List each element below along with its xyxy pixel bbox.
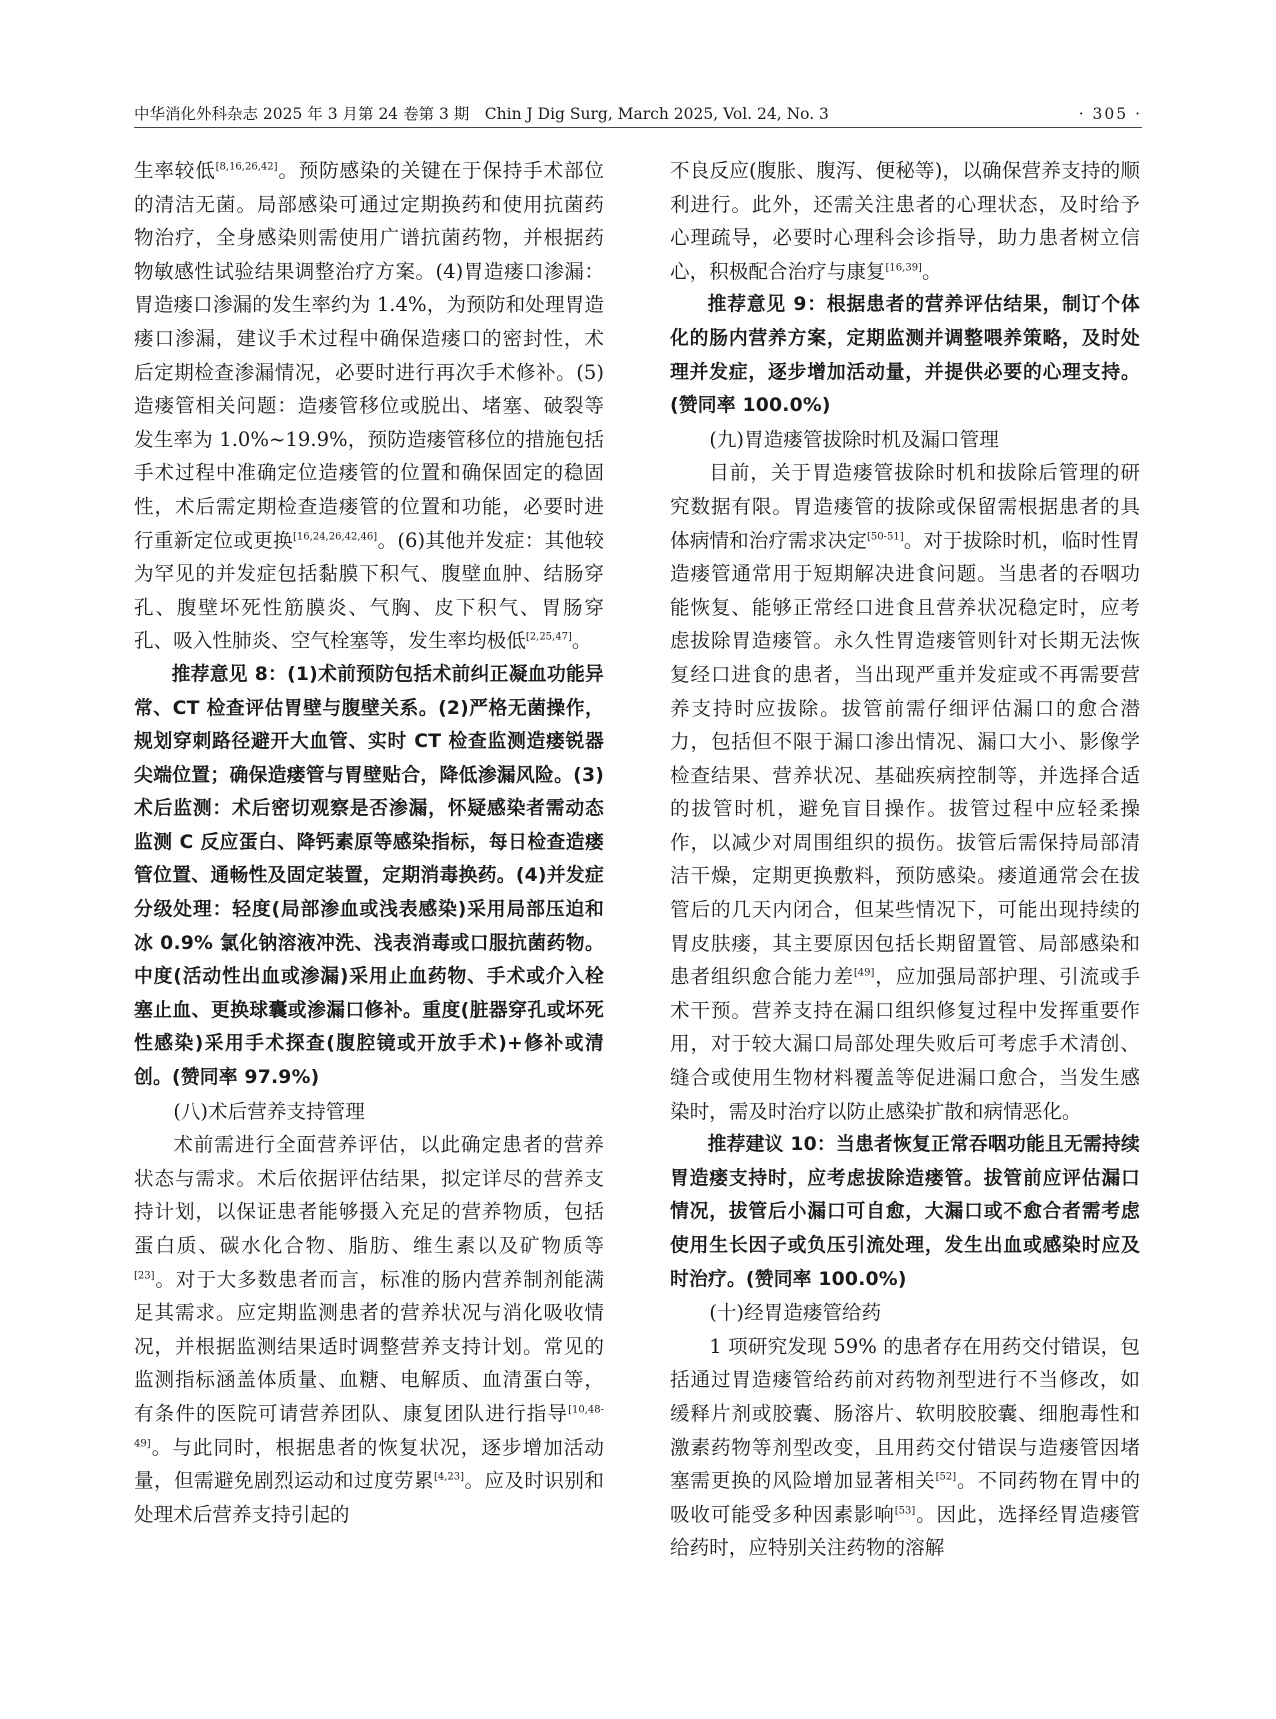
running-header — [134, 103, 1142, 128]
right-column — [670, 154, 1140, 1565]
recommendation-8: 推荐意见 8：(1)术前预防包括术前纠正凝血功能异常、CT 检查评估胃壁与腹壁关系。(2)严格无菌操作，规划穿刺路径避开大血管、实时 CT 检查监测造瘘锐器尖端位置；确保造瘘管与胃壁贴合，降低渗漏风险。(3)术后监测：术后密切观察是否渗漏，怀疑感染者需动态监测 C 反应蛋白、降钙素原等感染指标，每日检查造瘘管位置、通畅性及固定装置，定期消毒换药。(4)并发症分级处理：轻度(局部渗血或浅表感染)采用局部压迫和冰 0.9% 氯化钠溶液冲洗、浅表消毒或口服抗菌药物。中度(活动性出血或渗漏)采用止血药物、手术或介入栓塞止血、更换球囊或渗漏口修补。重度(脏器穿孔或坏死性感染)采用手术探查(腹腔镜或开放手术)+修补或清创。(赞同率 97.9%) — [134, 663, 604, 1089]
paragraph: 1 项研究发现 59% 的患者存在用药交付错误，包括通过胃造瘘管给药前对药物剂型进行不当修改，如缓释片剂或胶囊、肠溶片、软明胶胶囊、细胞毒性和激素药物等剂型改变，且用药交付错误与造瘘管因堵塞需更换的风险增加显著相关[52]。不同药物在胃中的吸收可能受多种因素影响[53]。因此，选择经胃造瘘管给药时，应特别关注药物的溶解 — [670, 1334, 1141, 1560]
paragraph: 术前需进行全面营养评估，以此确定患者的营养状态与需求。术后依据评估结果，拟定详尽的营养支持计划，以保证患者能够摄入充足的营养物质，包括蛋白质、碳水化合物、脂肪、维生素以及矿物质等[23]。对于大多数患者而言，标准的肠内营养制剂能满足其需求。应定期监测患者的营养状况与消化吸收情况，并根据监测结果适时调整营养支持计划。常见的监测指标涵盖体质量、血糖、电解质、血清蛋白等，有条件的医院可请营养团队、康复团队进行指导[10,48-49]。与此同时，根据患者的恢复状况，逐步增加活动量，但需避免剧烈运动和过度劳累[4,23]。应及时识别和处理术后营养支持引起的 — [134, 1133, 605, 1526]
page-number: · 305 · — [1078, 105, 1142, 123]
paragraph: 目前，关于胃造瘘管拔除时机和拔除后管理的研究数据有限。胃造瘘管的拔除或保留需根据患者的具体病情和治疗需求决定[50-51]。对于拔除时机，临时性胃造瘘管通常用于短期解决进食问题。当患者的吞咽功能恢复、能够正常经口进食且营养状况稳定时，应考虑拔除胃造瘘管。永久性胃造瘘管则针对长期无法恢复经口进食的患者，当出现严重并发症或不再需要营养支持时应拔除。拔管前需仔细评估漏口的愈合潜力，包括但不限于漏口渗出情况、漏口大小、影像学检查结果、营养状况、基础疾病控制等，并选择合适的拔管时机，避免盲目操作。拔管过程中应轻柔操作，以减少对周围组织的损伤。拔管后需保持局部清洁干燥，定期更换敷料，预防感染。瘘道通常会在拔管后的几天内闭合，但某些情况下，可能出现持续的胃皮肤瘘，其主要原因包括长期留置管、局部感染和患者组织愈合能力差[49]，应加强局部护理、引流或手术干预。营养支持在漏口组织修复过程中发挥重要作用，对于较大漏口局部处理失败后可考虑手术清创、缝合或使用生物材料覆盖等促进漏口愈合，当发生感染时，需及时治疗以防止感染扩散和病情恶化。 — [670, 461, 1141, 1123]
section-heading: (九)胃造瘘管拔除时机及漏口管理 — [709, 427, 999, 451]
citation: [16,39] — [885, 262, 922, 274]
citation: [23] — [134, 1270, 155, 1282]
journal-citation: 中华消化外科杂志 2025 年 3 月第 24 卷第 3 期 Chin J Dig Surg, March 2025, Vol. 24, No. 3 — [134, 105, 829, 123]
citation: [52] — [935, 1471, 957, 1483]
paragraph: 生率较低[8,16,26,42]。预防感染的关键在于保持手术部位的清洁无菌。局部感染可通过定期换药和使用抗菌药物治疗，全身感染则需使用广谱抗菌药物，并根据药物敏感性试验结果调整治疗方案。(4)胃造瘘口渗漏：胃造瘘口渗漏的发生率约为 1.4%，为预防和处理胃造瘘口渗漏，建议手术过程中确保造瘘口的密封性，术后定期检查渗漏情况，必要时进行再次手术修补。(5)造瘘管相关问题：造瘘管移位或脱出、堵塞、破裂等发生率为 1.0%~19.9%，预防造瘘管移位的措施包括手术过程中准确定位造瘘管的位置和确保固定的稳固性，术后需定期检查造瘘管的位置和功能，必要时进行重新定位或更换[16,24,26,42,46]。(6)其他并发症：其他较为罕见的并发症包括黏膜下积气、腹壁血肿、结肠穿孔、腹壁坏死性筋膜炎、气胸、皮下积气、胃肠穿孔、吸入性肺炎、空气栓塞等，发生率均极低[2,25,47]。 — [134, 159, 604, 653]
citation: [2,25,47] — [525, 631, 572, 643]
citation: [4,23] — [433, 1471, 465, 1483]
section-heading: (十)经胃造瘘管给药 — [709, 1301, 882, 1325]
citation: [49] — [853, 967, 875, 979]
recommendation-9: 推荐意见 9：根据患者的营养评估结果，制订个体化的肠内营养方案，定期监测并调整喂养策略，及时处理并发症，逐步增加活动量，并提供必要的心理支持。(赞同率 100.0%) — [670, 294, 1140, 417]
left-column — [134, 154, 604, 1531]
paragraph: 不良反应(腹胀、腹泻、便秘等)，以确保营养支持的顺利进行。此外，还需关注患者的心理状态，及时给予心理疏导，必要时心理科会诊指导，助力患者树立信心，积极配合治疗与康复[16,39]。 — [670, 159, 1140, 283]
citation: [53] — [894, 1505, 916, 1517]
recommendation-10: 推荐建议 10：当患者恢复正常吞咽功能且无需持续胃造瘘支持时，应考虑拔除造瘘管。拔管前应评估漏口情况，拔管后小漏口可自愈，大漏口或不愈合者需考虑使用生长因子或负压引流处理，发生出血或感染时应及时治疗。(赞同率 100.0%) — [670, 1134, 1140, 1290]
citation: [8,16,26,42] — [215, 161, 278, 173]
citation: [16,24,26,42,46] — [293, 531, 378, 542]
citation: [50-51] — [866, 531, 904, 542]
section-heading: (八)术后营养支持管理 — [173, 1099, 365, 1123]
citation: [10,48-49] — [134, 1404, 604, 1450]
